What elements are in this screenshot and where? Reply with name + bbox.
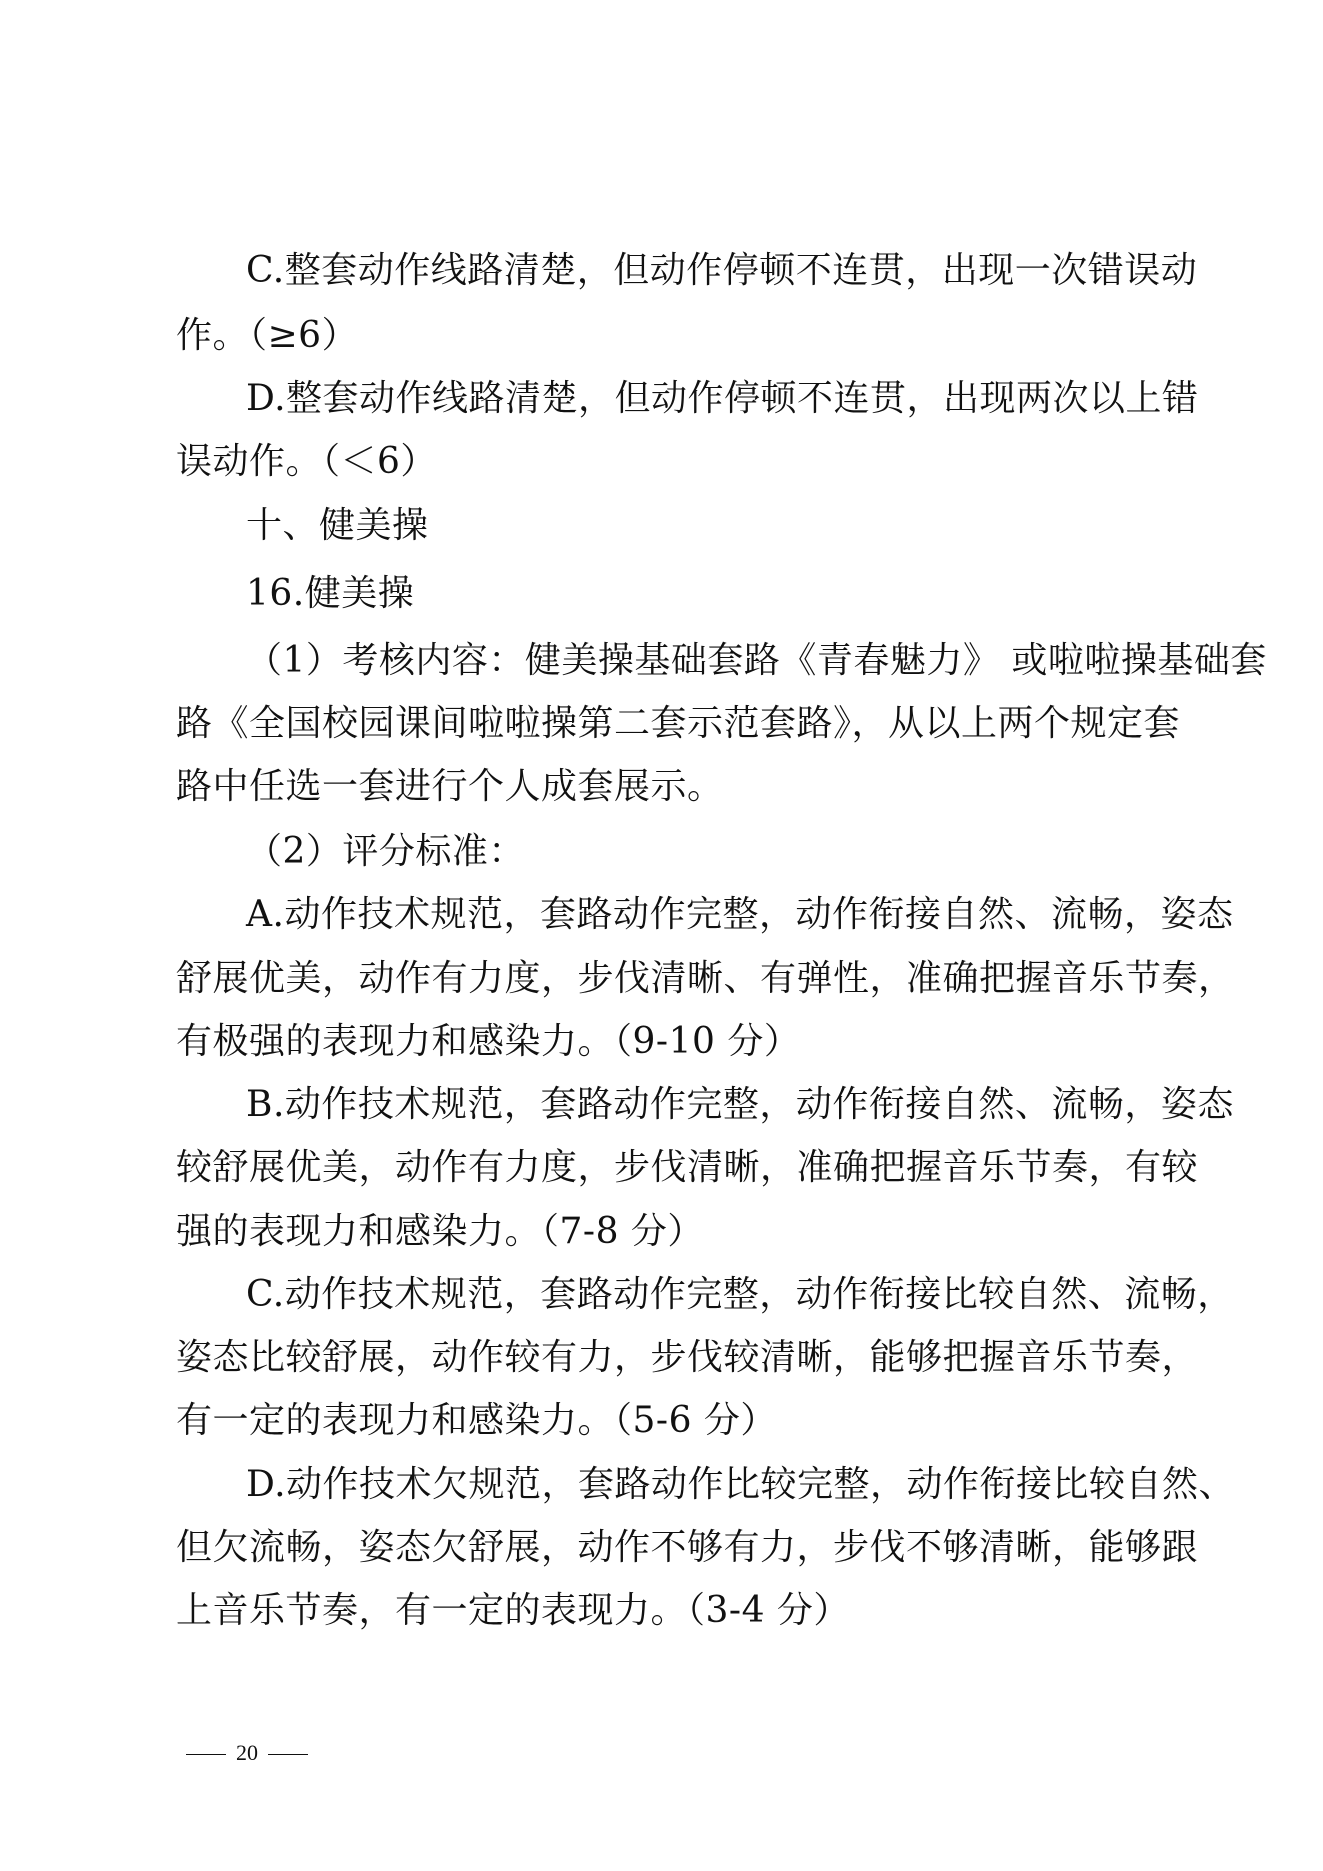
footer-dash-left [186, 1754, 226, 1755]
paragraph-line: 路《全国校园课间啦啦操第二套示范套路》，从以上两个规定套 [176, 703, 1181, 744]
paragraph-line: C.整套动作线路清楚，但动作停顿不连贯，出现一次错误动 [246, 250, 1198, 291]
paragraph-line: 路中任选一套进行个人成套展示。 [176, 766, 724, 807]
paragraph-line: B.动作技术规范，套路动作完整，动作衔接自然、流畅，姿态 [246, 1084, 1234, 1125]
paragraph-line: 姿态比较舒展，动作较有力，步伐较清晰，能够把握音乐节奏， [176, 1337, 1199, 1378]
paragraph-line: （1）考核内容：健美操基础套路《青春魅力》 或啦啦操基础套 [246, 640, 1267, 681]
paragraph-line: 有一定的表现力和感染力。（5-6 分） [176, 1400, 777, 1441]
paragraph-line: 误动作。（＜6） [176, 441, 437, 482]
paragraph-line: D.动作技术欠规范，套路动作比较完整，动作衔接比较自然、 [246, 1464, 1236, 1505]
paragraph-line: （2）评分标准： [246, 831, 525, 872]
section-heading: 十、健美操 [246, 505, 429, 546]
paragraph-line: 有极强的表现力和感染力。（9-10 分） [176, 1021, 801, 1062]
footer-dash-right [268, 1754, 308, 1755]
paragraph-line: 强的表现力和感染力。（7-8 分） [176, 1211, 704, 1252]
subsection-heading: 16.健美操 [246, 573, 415, 614]
page-number: 20 [236, 1740, 258, 1765]
paragraph-line: C.动作技术规范，套路动作完整，动作衔接比较自然、流畅， [246, 1274, 1234, 1315]
paragraph-line: D.整套动作线路清楚，但动作停顿不连贯，出现两次以上错 [246, 378, 1199, 419]
paragraph-line: 但欠流畅，姿态欠舒展，动作不够有力，步伐不够清晰，能够跟 [176, 1527, 1199, 1568]
paragraph-line: 较舒展优美，动作有力度，步伐清晰，准确把握音乐节奏，有较 [176, 1147, 1199, 1188]
page-footer [176, 1740, 318, 1766]
paragraph-line: 舒展优美，动作有力度，步伐清晰、有弹性，准确把握音乐节奏， [176, 958, 1235, 999]
paragraph-line: 上音乐节奏，有一定的表现力。（3-4 分） [176, 1590, 850, 1631]
paragraph-line: 作。（≥6） [176, 315, 359, 356]
paragraph-line: A.动作技术规范，套路动作完整，动作衔接自然、流畅，姿态 [246, 894, 1234, 935]
